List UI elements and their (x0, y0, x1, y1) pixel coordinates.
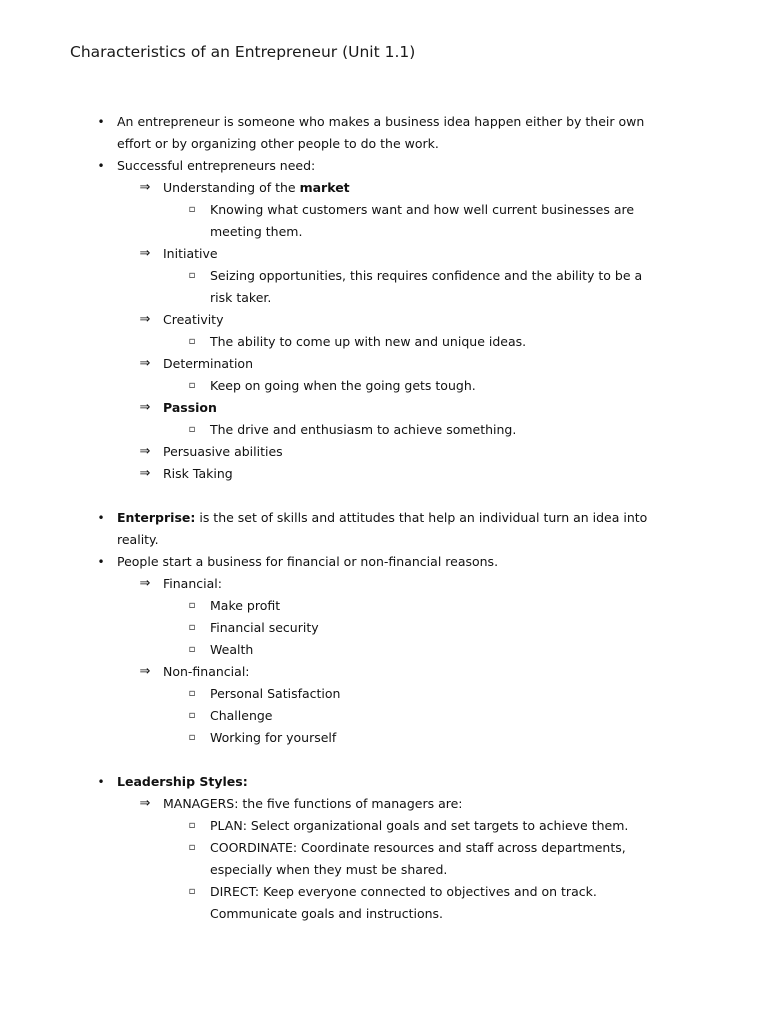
list-item (139, 793, 463, 815)
list-item-text: is the set of skills and attitudes that help an individual turn an idea into (195, 510, 648, 525)
list-item (188, 639, 254, 661)
list-item-text: Wealth (210, 642, 254, 657)
list-item (97, 551, 499, 573)
list-item-text: People start a business for financial or non-financial reasons. (117, 554, 499, 569)
list-item-text: Challenge (210, 708, 273, 723)
list-item (188, 375, 476, 397)
list-item (188, 727, 337, 749)
list-item (97, 771, 248, 793)
list-item-text: Knowing what customers want and how well current businesses are (210, 202, 635, 217)
bold-term: Enterprise: (117, 510, 196, 525)
arrow-marker: ⇒ (139, 664, 151, 679)
list-item-text: Determination (163, 356, 254, 371)
list-item (188, 265, 643, 287)
list-item (97, 111, 645, 133)
list-item (117, 529, 159, 551)
square-bullet-marker: ▫ (188, 842, 196, 853)
square-bullet-marker: ▫ (188, 732, 196, 743)
list-item-text: Successful entrepreneurs need: (117, 158, 316, 173)
list-item (139, 441, 283, 463)
list-item (139, 463, 233, 485)
list-item (139, 309, 224, 331)
square-bullet-marker: ▫ (188, 270, 196, 281)
list-item-text: COORDINATE: Coordinate resources and staff across departments, (210, 840, 626, 855)
arrow-marker: ⇒ (139, 444, 151, 459)
list-item (188, 815, 629, 837)
list-item-text: PLAN: Select organizational goals and set targets to achieve them. (210, 818, 629, 833)
square-bullet-marker: ▫ (188, 644, 196, 655)
list-item (139, 177, 350, 199)
list-item (188, 419, 517, 441)
list-item-text: Initiative (163, 246, 218, 261)
bullet-marker: • (97, 555, 105, 569)
list-item-text: especially when they must be shared. (210, 862, 448, 877)
list-item-text: Financial security (210, 620, 319, 635)
list-item-text: Working for yourself (210, 730, 337, 745)
list-item (210, 859, 447, 881)
list-item (210, 287, 271, 309)
square-bullet-marker: ▫ (188, 622, 196, 633)
list-item (188, 331, 527, 353)
list-item-text: Seizing opportunities, this requires confidence and the ability to be a (210, 268, 643, 283)
square-bullet-marker: ▫ (188, 688, 196, 699)
square-bullet-marker: ▫ (188, 886, 196, 897)
list-item (188, 837, 626, 859)
arrow-marker: ⇒ (139, 576, 151, 591)
list-item (188, 595, 281, 617)
list-item-text: Personal Satisfaction (210, 686, 341, 701)
list-item-text: The ability to come up with new and unique ideas. (210, 334, 527, 349)
list-item-text: Financial: (163, 576, 222, 591)
list-item-text: Non-financial: (163, 664, 250, 679)
bullet-marker: • (97, 775, 105, 789)
document-title: Characteristics of an Entrepreneur (Unit 1.1) (70, 43, 416, 61)
list-item-text: An entrepreneur is someone who makes a business idea happen either by their own (117, 114, 645, 129)
bold-term: Passion (163, 400, 217, 415)
list-item (188, 881, 597, 903)
list-item (139, 573, 222, 595)
list-item-text: Make profit (210, 598, 281, 613)
arrow-marker: ⇒ (139, 312, 151, 327)
list-item-text: reality. (117, 532, 159, 547)
list-item (210, 221, 302, 243)
square-bullet-marker: ▫ (188, 204, 196, 215)
list-item (188, 199, 635, 221)
list-item-text: meeting them. (210, 224, 303, 239)
list-item-text: Creativity (163, 312, 224, 327)
list-item (188, 617, 319, 639)
bullet-marker: • (97, 115, 105, 129)
arrow-marker: ⇒ (139, 356, 151, 371)
list-item-text: The drive and enthusiasm to achieve something. (210, 422, 517, 437)
arrow-marker: ⇒ (139, 180, 151, 195)
arrow-marker: ⇒ (139, 246, 151, 261)
list-item (188, 705, 273, 727)
arrow-marker: ⇒ (139, 400, 151, 415)
square-bullet-marker: ▫ (188, 600, 196, 611)
list-item (139, 353, 254, 375)
arrow-marker: ⇒ (139, 796, 151, 811)
list-item (117, 133, 439, 155)
list-item-text: Keep on going when the going gets tough. (210, 378, 476, 393)
list-item-text: effort or by organizing other people to do the work. (117, 136, 439, 151)
list-item (139, 661, 250, 683)
list-item-text: Risk Taking (163, 466, 233, 481)
arrow-marker: ⇒ (139, 466, 151, 481)
list-item-text: Understanding of the (163, 180, 300, 195)
list-item-text: MANAGERS: the five functions of managers are: (163, 796, 463, 811)
list-item (210, 903, 443, 925)
bullet-marker: • (97, 511, 105, 525)
list-item-text: risk taker. (210, 290, 272, 305)
bullet-marker: • (97, 159, 105, 173)
square-bullet-marker: ▫ (188, 380, 196, 391)
bold-term: market (299, 180, 350, 195)
bold-term: Leadership Styles: (117, 774, 248, 789)
list-item-text: DIRECT: Keep everyone connected to objectives and on track. (210, 884, 597, 899)
list-item (97, 155, 316, 177)
square-bullet-marker: ▫ (188, 424, 196, 435)
list-item (188, 683, 341, 705)
list-item (139, 397, 217, 419)
list-item-text: Communicate goals and instructions. (210, 906, 444, 921)
square-bullet-marker: ▫ (188, 820, 196, 831)
square-bullet-marker: ▫ (188, 336, 196, 347)
list-item (139, 243, 218, 265)
square-bullet-marker: ▫ (188, 710, 196, 721)
list-item-text: Persuasive abilities (163, 444, 283, 459)
list-item (97, 507, 648, 529)
